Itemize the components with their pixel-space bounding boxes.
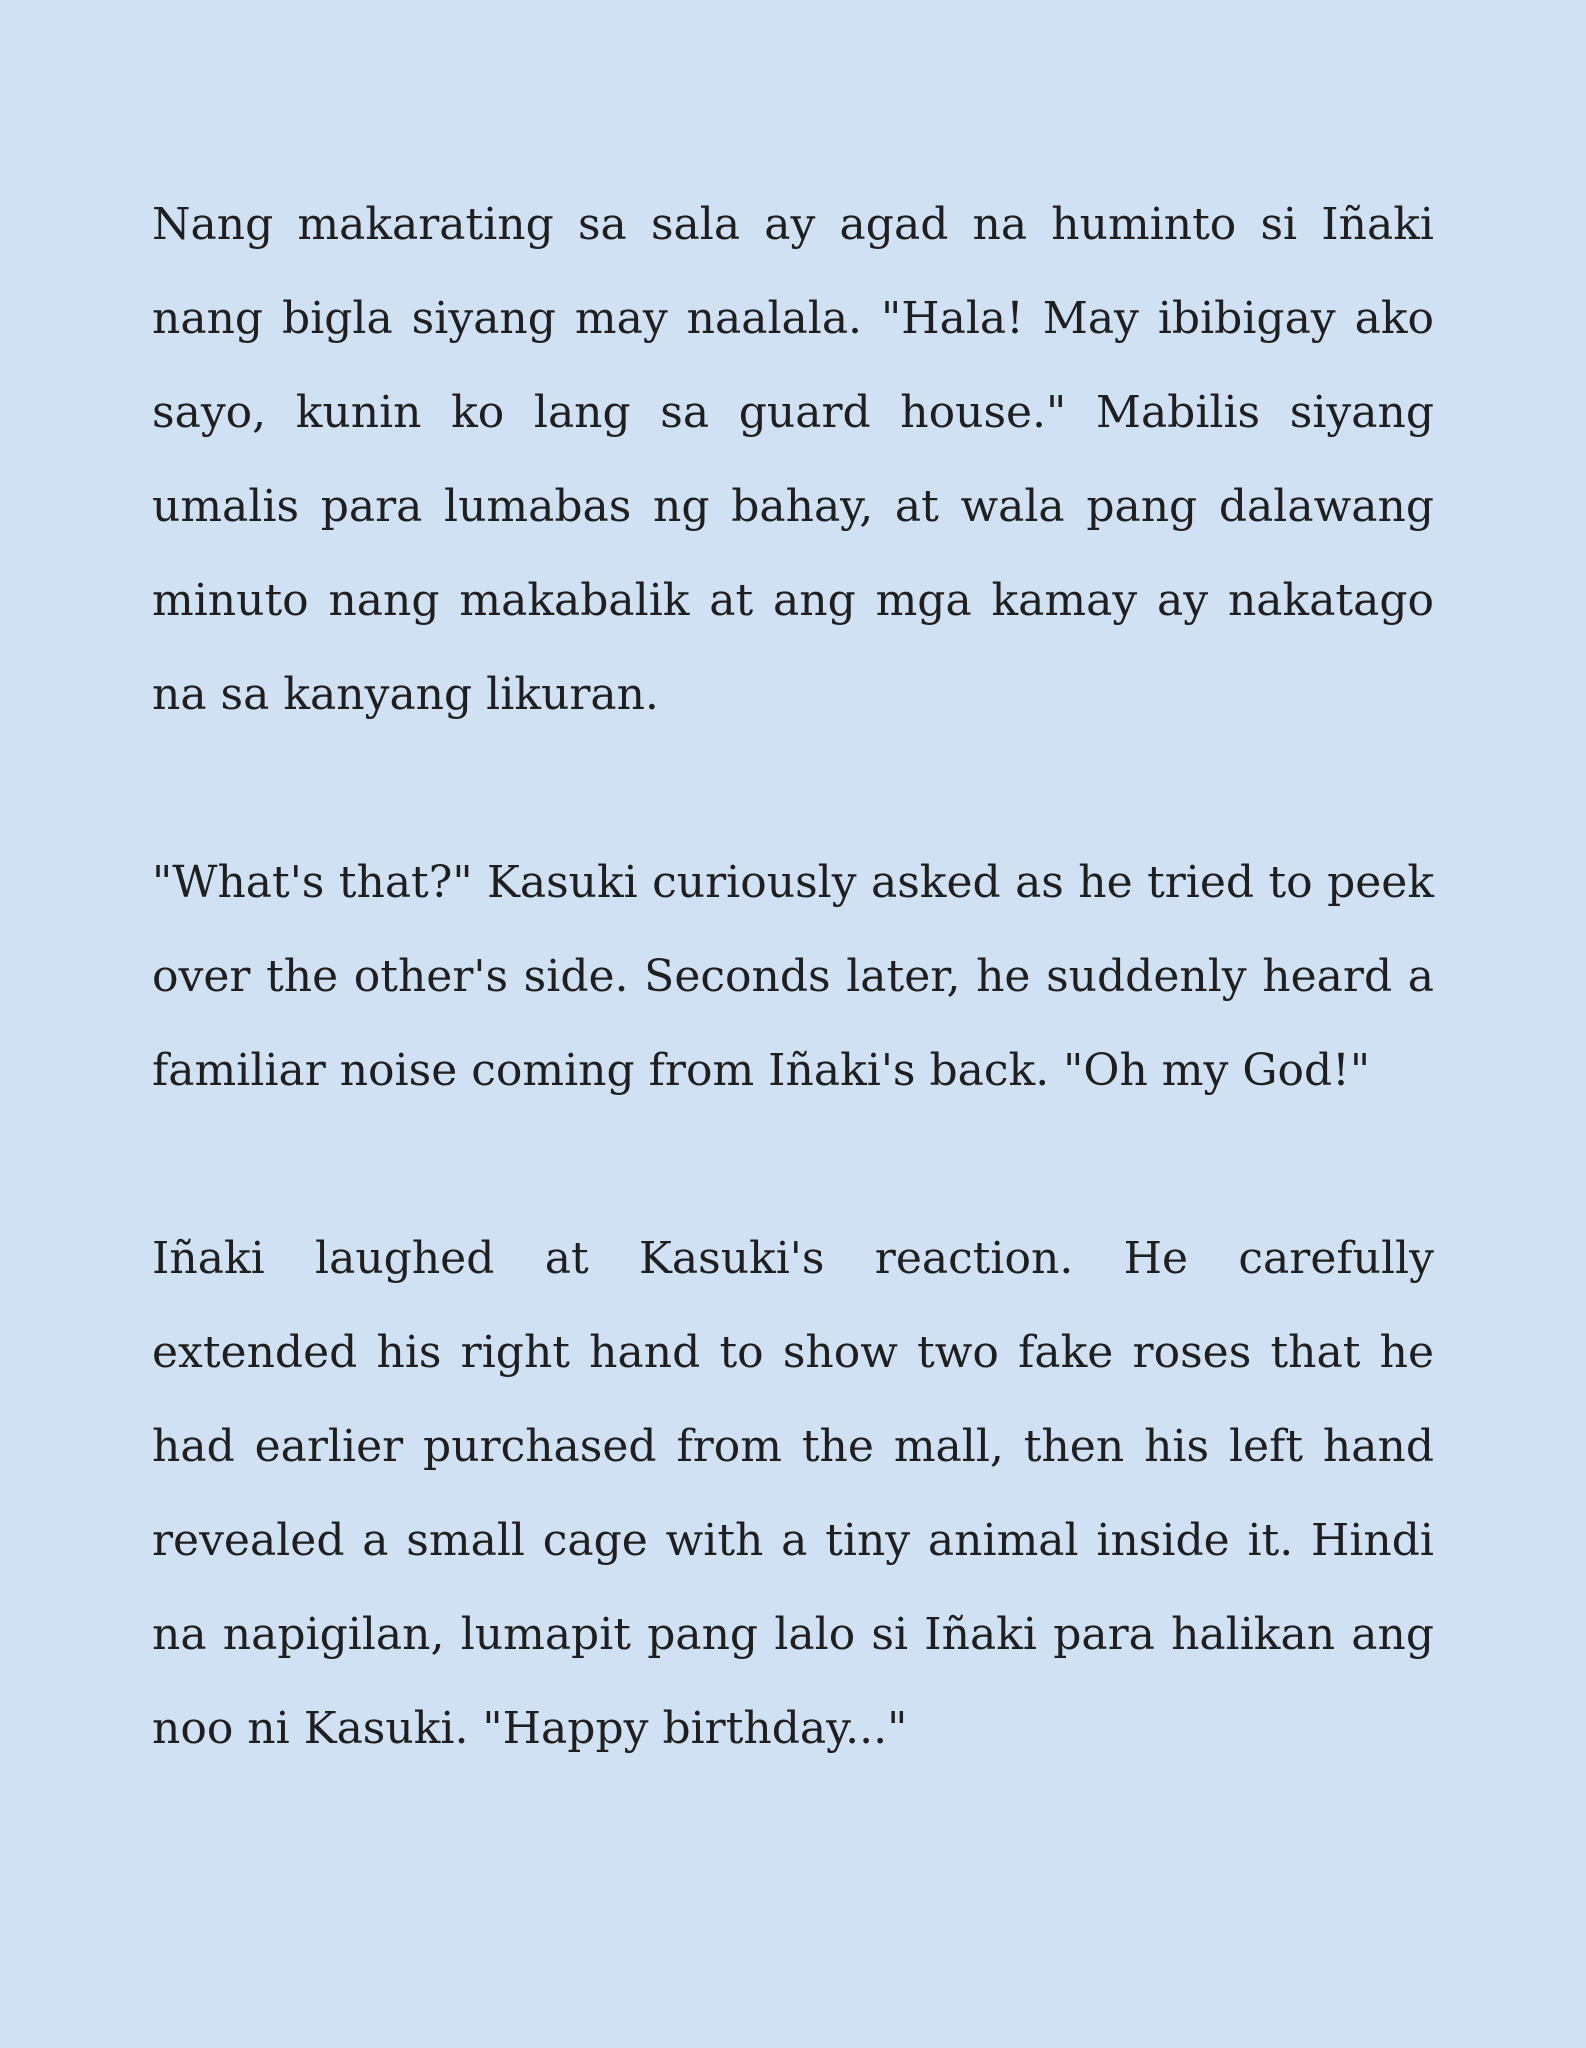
story-text-body: [152, 178, 1434, 1776]
paragraph-2: "What's that?" Kasuki curiously asked as he tried to peek over the other's side. Seconds later, he suddenly heard a familiar noise coming from Iñaki's back. "Oh my God!": [152, 857, 1434, 1096]
paragraph-1: Nang makarating sa sala ay agad na huminto si Iñaki nang bigla siyang may naalala. "Hala! May ibibigay ako sayo, kunin ko lang sa guard house." Mabilis siyang umalis para lumabas ng bahay, at wala pang dalawang minuto nang makabalik at ang mga kamay ay nakatago na sa kanyang likuran.: [152, 199, 1434, 720]
paragraph-3: Iñaki laughed at Kasuki's reaction. He carefully extended his right hand to show two fake roses that he had earlier purchased from the mall, then his left hand revealed a small cage with a tiny animal inside it. Hindi na napigilan, lumapit pang lalo si Iñaki para halikan ang noo ni Kasuki. "Happy birthday...": [152, 1233, 1434, 1754]
